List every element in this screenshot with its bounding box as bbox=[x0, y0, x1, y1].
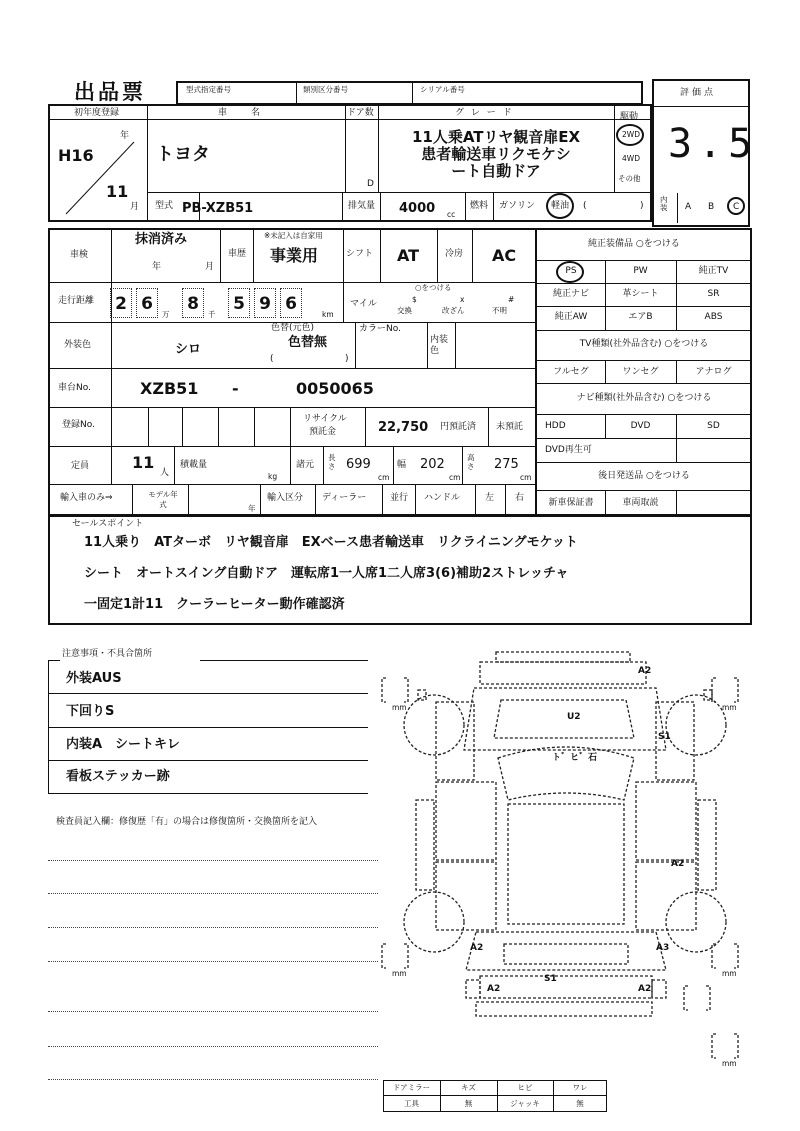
displacement-value: 4000 bbox=[399, 201, 436, 216]
recycle-label-2: 預託金 bbox=[309, 427, 337, 437]
interior-color-label: 内装色 bbox=[430, 335, 449, 356]
equip-ps: PS bbox=[565, 266, 577, 276]
navi-sd: SD bbox=[707, 421, 720, 431]
cc-unit: cc bbox=[447, 210, 456, 219]
diagram-mark-left-rear: A2 bbox=[470, 943, 484, 953]
reg-year-label: 年 bbox=[120, 131, 130, 141]
note-item-1: 外装AUS bbox=[66, 671, 122, 686]
navi-dvd: DVD bbox=[630, 421, 651, 431]
note-item-3: 内装A シートキレ bbox=[66, 737, 180, 752]
diagram-mark-front-bumper: A2 bbox=[638, 666, 652, 676]
recolor-paren-close: ) bbox=[345, 354, 349, 364]
mileage-digit-3: 8 bbox=[182, 288, 204, 318]
tools-value-tools: 工具 bbox=[404, 1099, 419, 1108]
mileage-digit-6: 6 bbox=[280, 288, 302, 318]
diagram-mark-hood: U2 bbox=[567, 712, 581, 722]
mileage-man: 万 bbox=[162, 310, 170, 319]
doors-label: ドア数 bbox=[347, 108, 374, 118]
grade-line1: 11人乗ATリヤ観音扉EX bbox=[411, 128, 581, 146]
tools-value-2: 無 bbox=[576, 1099, 584, 1108]
tools-value-jack: ジャッキ bbox=[510, 1099, 540, 1108]
drive-2wd: 2WD bbox=[622, 130, 640, 139]
drive-4wd: 4WD bbox=[622, 154, 640, 163]
fuel-label: 燃料 bbox=[470, 201, 489, 211]
color-no-label: カラーNo. bbox=[359, 324, 401, 334]
equip-aw: 純正AW bbox=[554, 312, 588, 322]
fuel-paren-open: ( bbox=[583, 201, 587, 211]
shaken-label: 車検 bbox=[70, 250, 89, 260]
mileage-sym-h: # bbox=[508, 295, 515, 304]
note-item-2: 下回りS bbox=[66, 704, 115, 719]
reg-month-label: 月 bbox=[130, 202, 140, 212]
mileage-digit-2: 6 bbox=[136, 288, 158, 318]
handle-label: ハンドル bbox=[424, 493, 461, 503]
height-value: 275 bbox=[494, 457, 519, 472]
recycle-label-1: リサイクル bbox=[303, 414, 347, 424]
tools-header-crack: ヒビ bbox=[517, 1083, 533, 1092]
diagram-mm-rl: mm bbox=[392, 969, 407, 978]
recycle-status: 円預託済 bbox=[440, 422, 477, 432]
chassis-label: 車台No. bbox=[58, 383, 91, 393]
shaken-year-label: 年 bbox=[152, 262, 162, 272]
diagram-mark-windshield: ト゛ヒ゛石 bbox=[552, 753, 598, 763]
car-name-value: トヨタ bbox=[156, 144, 210, 165]
model-year-unit: 年 bbox=[248, 504, 256, 513]
reg-date-diagonal bbox=[60, 138, 140, 218]
score-label: 評価点 bbox=[680, 88, 717, 98]
tools-header-break: ワレ bbox=[572, 1083, 588, 1092]
tools-value-1: 無 bbox=[464, 1099, 473, 1108]
equip-tv: 純正TV bbox=[698, 266, 729, 276]
chassis-prefix: XZB51 bbox=[140, 379, 199, 398]
shaken-value: 抹消済み bbox=[135, 232, 188, 247]
later-manual: 車両取説 bbox=[622, 498, 659, 508]
inspector-label: 検査員記入欄：修復歴「有」の場合は修復箇所・交換箇所を記入 bbox=[56, 817, 318, 827]
interior-label: 内装 bbox=[660, 195, 668, 212]
mileage-sym-s: $ bbox=[412, 295, 417, 304]
form-title: 出品票 bbox=[74, 80, 146, 104]
tv-oneseg: ワンセグ bbox=[622, 367, 659, 377]
diagram-mark-right-side: A2 bbox=[671, 859, 685, 869]
grade-line3: ート自動ドア bbox=[451, 162, 541, 180]
sales-point-line1: 11人乗り ATターボ リヤ観音扉 EXベース患者輸送車 リクライニングモケット bbox=[84, 535, 578, 550]
recolor-paren-open: ( bbox=[270, 354, 274, 364]
capacity-value: 11 bbox=[132, 453, 155, 472]
note-item-4: 看板ステッカー跡 bbox=[66, 769, 170, 784]
width-label: 幅 bbox=[397, 460, 407, 470]
mileage-km: km bbox=[322, 310, 334, 319]
load-label: 積載量 bbox=[180, 460, 208, 470]
diagram-mm-spare: mm bbox=[722, 1059, 737, 1068]
recolor-value: 色替無 bbox=[288, 335, 328, 350]
interior-c-circle bbox=[727, 197, 745, 215]
model-value: PB-XZB51 bbox=[182, 201, 254, 216]
handle-right: 右 bbox=[515, 493, 525, 503]
class-no-label: 類別区分番号 bbox=[303, 85, 348, 94]
model-no-label: 型式指定番号 bbox=[186, 85, 231, 94]
recycle-unpaid: 未預託 bbox=[496, 422, 524, 432]
diagram-mark-right-front: S1 bbox=[658, 732, 671, 742]
tv-analog: アナログ bbox=[695, 367, 732, 377]
diagram-mark-rear: S1 bbox=[544, 974, 557, 984]
mileage-digit-5: 9 bbox=[254, 288, 276, 318]
drive-2wd-circle bbox=[616, 124, 644, 146]
mileage-digit-1: 2 bbox=[110, 288, 132, 318]
length-label: 長さ bbox=[328, 453, 336, 471]
mileage-mile: マイル bbox=[350, 299, 377, 309]
first-reg-label: 初年度登録 bbox=[74, 108, 120, 118]
mileage-digit-4: 5 bbox=[228, 288, 250, 318]
sales-point-line3: 一固定1計11 クーラーヒーター動作確認済 bbox=[84, 597, 345, 612]
displacement-label: 排気量 bbox=[348, 201, 376, 211]
sales-point-label: セールスポイント bbox=[72, 519, 144, 529]
later-title: 後日発送品 ○をつける bbox=[598, 471, 690, 481]
equip-navi: 純正ナビ bbox=[552, 289, 589, 299]
equip-airbag: エアB bbox=[628, 312, 653, 322]
width-value: 202 bbox=[420, 457, 445, 472]
diagram-mark-right-rear: A3 bbox=[656, 943, 670, 953]
car-damage-diagram bbox=[376, 640, 756, 1080]
load-unit: kg bbox=[268, 472, 278, 481]
grade-line2: 患者輸送車リクモケシ bbox=[421, 145, 571, 163]
length-unit: cm bbox=[378, 473, 390, 482]
model-year-label: モデル年式 bbox=[148, 490, 178, 509]
handle-left: 左 bbox=[485, 493, 495, 503]
header-fields-box bbox=[176, 81, 643, 105]
car-name-label: 車 名 bbox=[218, 108, 263, 118]
recolor-label: 色替(元色) bbox=[271, 323, 315, 333]
equip-ps-circle bbox=[556, 261, 584, 283]
equip-sr: SR bbox=[707, 289, 720, 299]
navi-dvd-play: DVD再生可 bbox=[545, 445, 592, 455]
import-label: 輸入車のみ⇒ bbox=[60, 493, 113, 503]
history-note: ※未記入は自家用 bbox=[264, 231, 323, 240]
ac-value: AC bbox=[492, 246, 517, 265]
sales-point-line2: シート オートスイング自動ドア 運転席1一人席1二人席3(6)補助2ストレッチャ bbox=[84, 566, 569, 581]
mileage-exchange: 交換 bbox=[397, 306, 412, 315]
diagram-mark-rear-right-bumper: A2 bbox=[638, 984, 652, 994]
diagram-mm-fr: mm bbox=[722, 703, 737, 712]
registration-label: 登録No. bbox=[62, 420, 95, 430]
height-label: 高さ bbox=[467, 453, 475, 471]
dims-label: 諸元 bbox=[296, 460, 315, 470]
chassis-number: 0050065 bbox=[296, 379, 374, 398]
fuel-diesel-circle bbox=[546, 193, 574, 219]
mileage-label: 走行距離 bbox=[58, 296, 95, 306]
shaken-month-label: 月 bbox=[205, 262, 215, 272]
diagram-mm-rr: mm bbox=[722, 969, 737, 978]
history-label: 車歴 bbox=[228, 249, 247, 259]
fuel-gasoline: ガソリン bbox=[499, 201, 536, 211]
mileage-sym-x: x bbox=[460, 295, 465, 304]
shift-value: AT bbox=[397, 246, 420, 265]
tv-fullseg: フルセグ bbox=[553, 367, 589, 377]
drive-label: 駆動 bbox=[620, 112, 639, 122]
diagram-mm-fl: mm bbox=[392, 703, 407, 712]
interior-a: A bbox=[685, 202, 692, 212]
mileage-mark-label: ○をつける bbox=[415, 283, 452, 292]
chassis-dash: - bbox=[232, 379, 239, 398]
mileage-unknown: 不明 bbox=[492, 306, 507, 315]
diagram-mark-rear-left-bumper: A2 bbox=[487, 984, 501, 994]
tools-header-mirror: ドアミラー bbox=[392, 1083, 431, 1092]
history-value: 事業用 bbox=[270, 246, 319, 265]
reg-month: 11 bbox=[106, 182, 129, 201]
drive-other: その他 bbox=[618, 174, 641, 183]
height-unit: cm bbox=[520, 473, 532, 482]
color-label: 外装色 bbox=[64, 340, 92, 350]
shift-label: シフト bbox=[346, 249, 374, 259]
grade-label: グ レ ー ド bbox=[455, 108, 514, 118]
equip-abs: ABS bbox=[704, 312, 723, 322]
tools-header-scratch: キズ bbox=[461, 1083, 476, 1092]
mileage-sen: 千 bbox=[208, 310, 216, 319]
capacity-unit: 人 bbox=[160, 468, 170, 478]
reg-era-year: H16 bbox=[58, 146, 94, 165]
interior-c: C bbox=[733, 202, 740, 212]
navi-hdd: HDD bbox=[545, 421, 566, 431]
notes-label: 注意事項・不具合箇所 bbox=[62, 649, 153, 659]
doors-suffix: D bbox=[367, 179, 374, 189]
fuel-diesel: 軽油 bbox=[551, 201, 570, 211]
serial-label: シリアル番号 bbox=[420, 85, 465, 94]
capacity-label: 定員 bbox=[71, 461, 90, 471]
score-value: 3.5 bbox=[668, 121, 759, 167]
length-value: 699 bbox=[346, 457, 371, 472]
fuel-paren-close: ) bbox=[640, 201, 644, 211]
ac-label: 冷房 bbox=[445, 249, 464, 259]
interior-b: B bbox=[708, 202, 715, 212]
navi-title: ナビ種類(社外品含む) ○をつける bbox=[576, 393, 712, 403]
import-class-label: 輸入区分 bbox=[267, 493, 304, 503]
equip-pw: PW bbox=[633, 266, 648, 276]
model-label: 型式 bbox=[155, 201, 174, 211]
equipment-title: 純正装備品 ○をつける bbox=[588, 239, 680, 249]
tv-title: TV種類(社外品含む) ○をつける bbox=[579, 339, 709, 349]
later-warranty: 新車保証書 bbox=[548, 498, 594, 508]
equip-leather: 革シート bbox=[622, 289, 659, 299]
mileage-altered: 改ざん bbox=[442, 306, 465, 315]
width-unit: cm bbox=[449, 473, 461, 482]
import-parallel: 並行 bbox=[390, 493, 409, 503]
recycle-value: 22,750 bbox=[378, 420, 429, 435]
import-dealer: ディーラー bbox=[322, 493, 367, 503]
color-value: シロ bbox=[175, 342, 202, 357]
